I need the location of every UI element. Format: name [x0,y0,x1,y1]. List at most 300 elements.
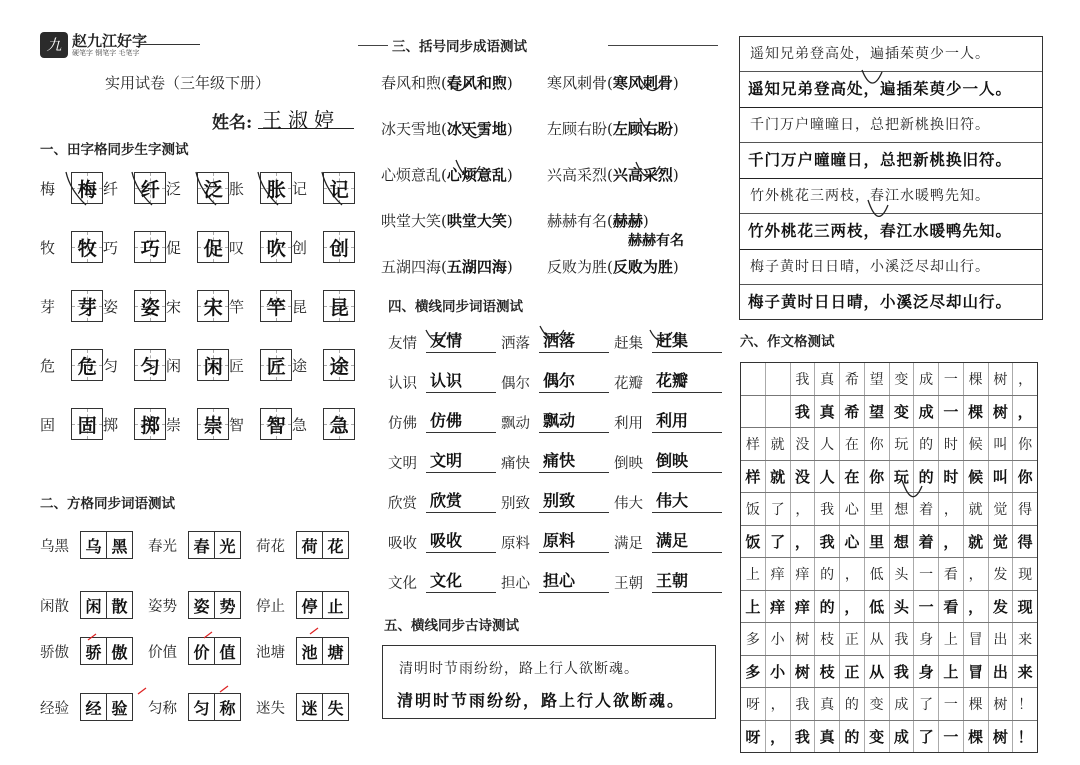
composition-cell[interactable]: 了 [766,526,791,558]
composition-cell[interactable]: 里 [865,526,890,558]
line-word-item [614,488,727,513]
composition-cell[interactable]: 玩 [890,428,915,460]
composition-cell[interactable]: 时 [939,428,964,460]
tianzige-cell[interactable] [323,349,355,381]
composition-cell[interactable]: 饭 [741,526,766,558]
composition-cell[interactable] [741,363,766,395]
answer-line[interactable]: 赶集 [652,328,722,353]
fangge-item [148,637,256,665]
composition-cell[interactable]: 冒 [964,656,989,688]
composition-cell[interactable]: 我 [791,396,816,428]
tianzige-item [229,408,292,440]
answer-char: 失 [322,694,348,720]
composition-cell[interactable]: 真 [815,721,840,753]
composition-cell[interactable]: 着 [914,493,939,525]
idiom-answer[interactable]: 赫赫 [612,212,643,230]
answer-line[interactable]: 文明 [426,448,496,473]
answer-line[interactable]: 文化 [426,568,496,593]
composition-cell[interactable]: 树 [791,623,816,655]
fangge-row [40,531,364,559]
composition-cell[interactable] [766,396,791,428]
composition-cell[interactable]: ， [766,721,791,753]
prompt-word: 别致 [501,496,530,512]
composition-cell[interactable]: 小 [766,623,791,655]
composition-cell[interactable] [741,396,766,428]
tianzige-cell[interactable] [197,231,229,263]
composition-cell[interactable]: 就 [964,526,989,558]
line-word-item [614,528,727,553]
composition-cell[interactable]: ， [964,558,989,590]
idiom-answer[interactable]: 兴高采烈 [612,166,673,184]
composition-cell[interactable]: 变 [865,721,890,753]
composition-cell[interactable]: 发 [989,591,1014,623]
prompt-word: 担心 [501,576,530,592]
idiom-item [547,164,713,185]
answer-line[interactable]: 洒落 [539,328,609,353]
composition-cell[interactable]: ， [791,493,816,525]
composition-cell[interactable]: 低 [865,558,890,590]
fangge-item [256,531,364,559]
composition-cell[interactable]: 多 [741,623,766,655]
section-title: 一、田字格同步生字测试 [40,142,189,158]
tianzige-cell[interactable] [260,349,292,381]
composition-cell[interactable]: 想 [890,493,915,525]
prompt-word: 王朝 [614,576,643,592]
line-word-row [388,368,727,393]
fangge-row [40,693,364,721]
composition-cell[interactable]: 你 [865,461,890,493]
composition-cell[interactable]: 痒 [766,558,791,590]
prompt-char: 途 [292,356,308,375]
composition-cell[interactable]: 来 [1018,631,1033,648]
brand-name: 赵九江好字 [72,32,148,50]
prompt-char: 梅 [40,179,56,198]
composition-cell[interactable]: 痒 [766,591,791,623]
composition-cell[interactable]: 样 [741,428,766,460]
composition-cell[interactable]: 树 [989,688,1014,720]
composition-cell[interactable]: 叫 [989,461,1014,493]
idiom-item [381,72,547,93]
idiom-extra-answer: 赫赫有名 [628,233,684,249]
composition-cell[interactable]: 在 [840,461,865,493]
composition-cell[interactable]: 棵 [964,688,989,720]
composition-cell[interactable]: 心 [840,493,865,525]
composition-cell[interactable]: 我 [890,623,915,655]
answer-line[interactable]: 担心 [539,568,609,593]
answer-line[interactable]: 伟大 [652,488,722,513]
composition-cell[interactable]: 着 [914,526,939,558]
name-label: 姓名: [212,113,253,133]
composition-cell[interactable]: ， [939,493,964,525]
composition-cell[interactable]: 成 [890,721,915,753]
tianzige-cell[interactable] [197,172,229,204]
prompt-word: 价值 [148,644,177,661]
composition-cell[interactable]: 想 [890,526,915,558]
composition-cell[interactable]: 玩 [890,461,915,493]
composition-cell[interactable]: 发 [989,558,1014,590]
composition-cell[interactable]: 了 [766,493,791,525]
composition-cell[interactable]: 一 [914,591,939,623]
prompt-char: 急 [292,415,308,434]
composition-cell[interactable]: 一 [939,688,964,720]
prompt-char: 纤 [103,179,119,198]
idiom-answer[interactable]: 心烦意乱 [446,166,507,184]
line-word-item [614,448,727,473]
composition-cell[interactable]: 真 [815,363,840,395]
composition-cell[interactable]: 叫 [989,428,1014,460]
answer-line[interactable]: 偶尔 [539,368,609,393]
fangge-cells[interactable] [296,637,349,665]
answer-char: 掷 [140,414,160,437]
answer-char: 光 [214,532,240,558]
tianzige-item [40,408,103,440]
answer-line[interactable]: 原料 [539,528,609,553]
tianzige-cell[interactable] [260,231,292,263]
idiom-item [547,256,713,277]
composition-cell[interactable]: 看 [939,558,964,590]
composition-cell[interactable]: 变 [890,363,915,395]
composition-cell[interactable]: 从 [865,623,890,655]
tianzige-cell[interactable] [323,408,355,440]
tianzige-cell[interactable] [197,290,229,322]
composition-cell[interactable]: 呀 [741,688,766,720]
tianzige-cell[interactable] [71,172,103,204]
composition-cell[interactable]: 棵 [964,396,989,428]
composition-cell[interactable]: 得 [1017,532,1033,551]
prompt-word: 停止 [256,598,285,615]
composition-cell[interactable]: 你 [1017,467,1033,486]
tianzige-cell[interactable] [323,231,355,263]
composition-cell[interactable]: 身 [914,623,939,655]
composition-cell[interactable]: 枝 [815,623,840,655]
poem-handwritten-line[interactable]: 千门万户曈曈日，总把新桃换旧符。 [740,143,1042,179]
composition-cell[interactable]: 真 [815,688,840,720]
composition-cell[interactable]: 上 [741,558,766,590]
answer-char: 昆 [329,296,349,319]
answer-line[interactable]: 仿佛 [426,408,496,433]
fangge-cells[interactable] [296,531,349,559]
composition-cell[interactable]: 人 [815,428,840,460]
composition-cell[interactable]: 希 [840,363,865,395]
composition-cell[interactable]: 候 [964,428,989,460]
prompt-char: 胀 [229,179,245,198]
answer-char: 值 [214,638,240,664]
tianzige-cell[interactable] [323,172,355,204]
composition-cell[interactable]: 枝 [815,656,840,688]
composition-cell[interactable]: 出 [989,656,1014,688]
composition-cell[interactable]: 就 [766,428,791,460]
answer-char: 验 [106,694,132,720]
composition-row [741,558,1037,591]
composition-cell[interactable]: 样 [741,461,766,493]
tianzige-cell[interactable] [71,231,103,263]
answer-line[interactable]: 花瓣 [652,368,722,393]
composition-cell[interactable]: 望 [865,396,890,428]
composition-row [741,623,1037,656]
tianzige-item [292,231,355,263]
composition-cell[interactable]: ， [1017,402,1033,421]
prompt-char: 闲 [166,356,182,375]
composition-cell[interactable]: 的 [815,558,840,590]
composition-cell[interactable]: 人 [815,461,840,493]
composition-cell[interactable]: 现 [1018,566,1033,583]
composition-cell[interactable]: 一 [939,363,964,395]
line-word-row [388,528,727,553]
idiom-answer[interactable]: 五湖四海 [446,258,507,276]
fangge-cells[interactable] [80,591,133,619]
prompt-char: 叹 [229,238,245,257]
idiom-answer[interactable]: 反败为胜 [612,258,673,276]
answer-char: 闲 [85,596,102,616]
tianzige-cell[interactable] [134,290,166,322]
composition-cell[interactable]: 的 [914,428,939,460]
composition-cell[interactable]: 就 [766,461,791,493]
answer-line[interactable]: 吸收 [426,528,496,553]
answer-line[interactable]: 王朝 [652,568,722,593]
composition-cell[interactable]: 棵 [964,363,989,395]
composition-cell[interactable]: 头 [890,558,915,590]
composition-cell[interactable]: 一 [939,721,964,753]
poem-handwritten-line[interactable]: 梅子黄时日日晴，小溪泛尽却山行。 [748,293,1013,311]
idiom-answer[interactable]: 寒风刺骨 [612,74,673,92]
composition-cell[interactable]: ！ [1018,696,1033,713]
composition-cell[interactable]: 树 [989,721,1014,753]
composition-cell[interactable]: 心 [840,526,865,558]
answer-line[interactable]: 欣赏 [426,488,496,513]
composition-cell[interactable]: 的 [815,591,840,623]
idiom-answer[interactable]: 左顾右盼 [612,120,673,138]
answer-char: 乌 [85,536,102,556]
prompt-char: 匀 [103,356,119,375]
composition-cell[interactable]: 痒 [791,558,816,590]
composition-cell[interactable]: 觉 [989,493,1014,525]
prompt-word: 欣赏 [388,496,417,512]
line-word-item [501,448,614,473]
composition-cell[interactable]: ！ [1017,727,1033,746]
close-paren: ) [672,166,679,184]
tianzige-cell[interactable] [134,231,166,263]
idiom-row [381,164,713,185]
composition-cell[interactable]: 了 [914,688,939,720]
composition-cell[interactable]: 得 [1018,501,1033,518]
tianzige-cell[interactable] [134,408,166,440]
line-word-item [501,368,614,393]
composition-cell[interactable]: 我 [791,363,816,395]
composition-row [741,721,1037,753]
answer-char: 称 [214,694,240,720]
prompt-char: 宋 [166,297,182,316]
composition-cell[interactable]: 我 [890,656,915,688]
composition-cell[interactable]: 低 [865,591,890,623]
fangge-cells[interactable] [80,637,133,665]
composition-cell[interactable]: 饭 [741,493,766,525]
composition-cell[interactable]: 时 [939,461,964,493]
composition-cell[interactable]: 希 [840,396,865,428]
composition-cell[interactable]: 现 [1017,597,1033,616]
composition-cell[interactable]: ， [939,526,964,558]
line-word-item [501,568,614,593]
composition-cell[interactable]: 正 [840,623,865,655]
tianzige-cell[interactable] [197,349,229,381]
composition-cell[interactable]: 候 [964,461,989,493]
composition-cell[interactable]: ， [964,591,989,623]
composition-cell[interactable]: 没 [791,428,816,460]
section-title: 三、括号同步成语测试 [392,39,527,55]
idiom-answer[interactable]: 哄堂大笑 [446,212,507,230]
answer-char: 价 [193,642,210,662]
composition-cell[interactable]: 树 [989,396,1014,428]
composition-cell[interactable]: 头 [890,591,915,623]
fangge-cells[interactable] [296,591,349,619]
tianzige-cell[interactable] [323,290,355,322]
composition-cell[interactable]: ， [840,591,865,623]
section-title: 五、横线同步古诗测试 [384,618,519,634]
answer-char: 牧 [77,237,97,260]
composition-cell[interactable]: 多 [741,656,766,688]
idiom-item [381,210,547,231]
composition-cell[interactable]: 了 [914,721,939,753]
tianzige-cell[interactable] [260,408,292,440]
answer-char: 势 [214,592,240,618]
prompt-word: 骄傲 [40,644,69,661]
composition-cell[interactable]: 从 [865,656,890,688]
fangge-cells[interactable] [80,531,133,559]
answer-line[interactable]: 倒映 [652,448,722,473]
answer-line[interactable]: 认识 [426,368,496,393]
answer-char: 梅 [77,178,97,201]
poem-handwritten-line[interactable]: 遥知兄弟登高处，遍插茱萸少一人。 [740,72,1042,108]
prompt-char: 记 [292,179,308,198]
tianzige-cell[interactable] [71,408,103,440]
prompt-word: 痛快 [501,456,530,472]
composition-cell[interactable]: 里 [865,493,890,525]
answer-char: 停 [301,596,318,616]
fangge-cells[interactable] [188,637,241,665]
idiom-row [381,118,713,139]
composition-cell[interactable]: 你 [1018,436,1033,453]
composition-cell[interactable]: 的 [914,461,939,493]
fangge-cells[interactable] [80,693,133,721]
composition-cell[interactable]: 上 [741,591,766,623]
composition-cell[interactable]: ， [840,558,865,590]
prompt-word: 倒映 [614,456,643,472]
answer-char: 固 [77,414,97,437]
composition-cell[interactable]: 成 [914,363,939,395]
composition-cell[interactable]: 呀 [741,721,766,753]
composition-cell[interactable]: 我 [791,688,816,720]
poem-print-line: 遥知兄弟登高处，遍插茱萸少一人。 [740,37,1042,72]
composition-cell[interactable]: 棵 [964,721,989,753]
fangge-cells[interactable] [188,531,241,559]
composition-cell[interactable]: 我 [791,721,816,753]
answer-line[interactable]: 利用 [652,408,722,433]
answer-line[interactable]: 满足 [652,528,722,553]
tianzige-item [103,290,166,322]
composition-cell[interactable]: ， [766,688,791,720]
composition-cell[interactable]: 变 [890,396,915,428]
composition-cell[interactable]: 一 [914,558,939,590]
composition-cell[interactable]: 就 [964,493,989,525]
page-title: 实用试卷（三年级下册） [105,74,271,92]
answer-char: 急 [329,414,349,437]
tianzige-cell[interactable] [134,172,166,204]
composition-cell[interactable]: 成 [890,688,915,720]
composition-cell[interactable]: 的 [840,688,865,720]
tianzige-cell[interactable] [197,408,229,440]
prompt-word: 飘动 [501,416,530,432]
composition-cell[interactable]: ， [1018,371,1033,388]
composition-cell[interactable]: 在 [840,428,865,460]
answer-line[interactable]: 别致 [539,488,609,513]
prompt-word: 池塘 [256,644,285,661]
composition-cell[interactable]: 上 [939,623,964,655]
tianzige-cell[interactable] [71,290,103,322]
composition-cell[interactable]: 上 [939,656,964,688]
composition-cell[interactable]: 觉 [989,526,1014,558]
composition-cell[interactable]: 的 [840,721,865,753]
composition-cell[interactable]: 身 [914,656,939,688]
composition-cell[interactable]: ， [791,526,816,558]
composition-cell[interactable]: 我 [815,493,840,525]
composition-cell[interactable]: 我 [815,526,840,558]
composition-grid [740,362,1038,753]
idiom-answer[interactable]: 春风和煦 [446,74,507,92]
composition-cell[interactable]: 树 [989,363,1014,395]
composition-row [741,526,1037,559]
composition-cell[interactable]: 正 [840,656,865,688]
tianzige-cell[interactable] [134,349,166,381]
prompt-word: 利用 [614,416,643,432]
answer-char: 竿 [266,296,286,319]
composition-cell[interactable]: 你 [865,428,890,460]
answer-line[interactable]: 友情 [426,328,496,353]
poem-handwritten-line[interactable]: 竹外桃花三两枝，春江水暖鸭先知。 [740,214,1042,250]
fangge-cells[interactable] [188,693,241,721]
line-word-item [388,408,501,433]
answer-char: 塘 [322,638,348,664]
composition-cell[interactable] [766,363,791,395]
idiom-answer[interactable]: 冰天雪地 [446,120,507,138]
composition-cell[interactable]: 痒 [791,591,816,623]
composition-cell[interactable]: 树 [791,656,816,688]
composition-cell[interactable]: 小 [766,656,791,688]
tianzige-cell[interactable] [260,290,292,322]
tianzige-cell[interactable] [260,172,292,204]
composition-cell[interactable]: 成 [914,396,939,428]
tianzige-item [40,290,103,322]
composition-cell[interactable]: 没 [791,461,816,493]
composition-cell[interactable]: 一 [939,396,964,428]
composition-cell[interactable]: 出 [989,623,1014,655]
tianzige-cell[interactable] [71,349,103,381]
composition-cell[interactable]: 来 [1017,662,1033,681]
idiom-prompt: 五湖四海( [381,258,447,276]
fangge-item [256,693,364,721]
prompt-word: 认识 [388,376,417,392]
fangge-cells[interactable] [188,591,241,619]
composition-cell[interactable]: 望 [865,363,890,395]
line-word-item [614,568,727,593]
composition-cell[interactable]: 真 [815,396,840,428]
composition-cell[interactable]: 看 [939,591,964,623]
composition-cell[interactable]: 冒 [964,623,989,655]
close-paren: ) [506,166,513,184]
fangge-cells[interactable] [296,693,349,721]
answer-line[interactable]: 飘动 [539,408,609,433]
composition-cell[interactable]: 变 [865,688,890,720]
tianzige-item [103,349,166,381]
answer-line[interactable]: 痛快 [539,448,609,473]
